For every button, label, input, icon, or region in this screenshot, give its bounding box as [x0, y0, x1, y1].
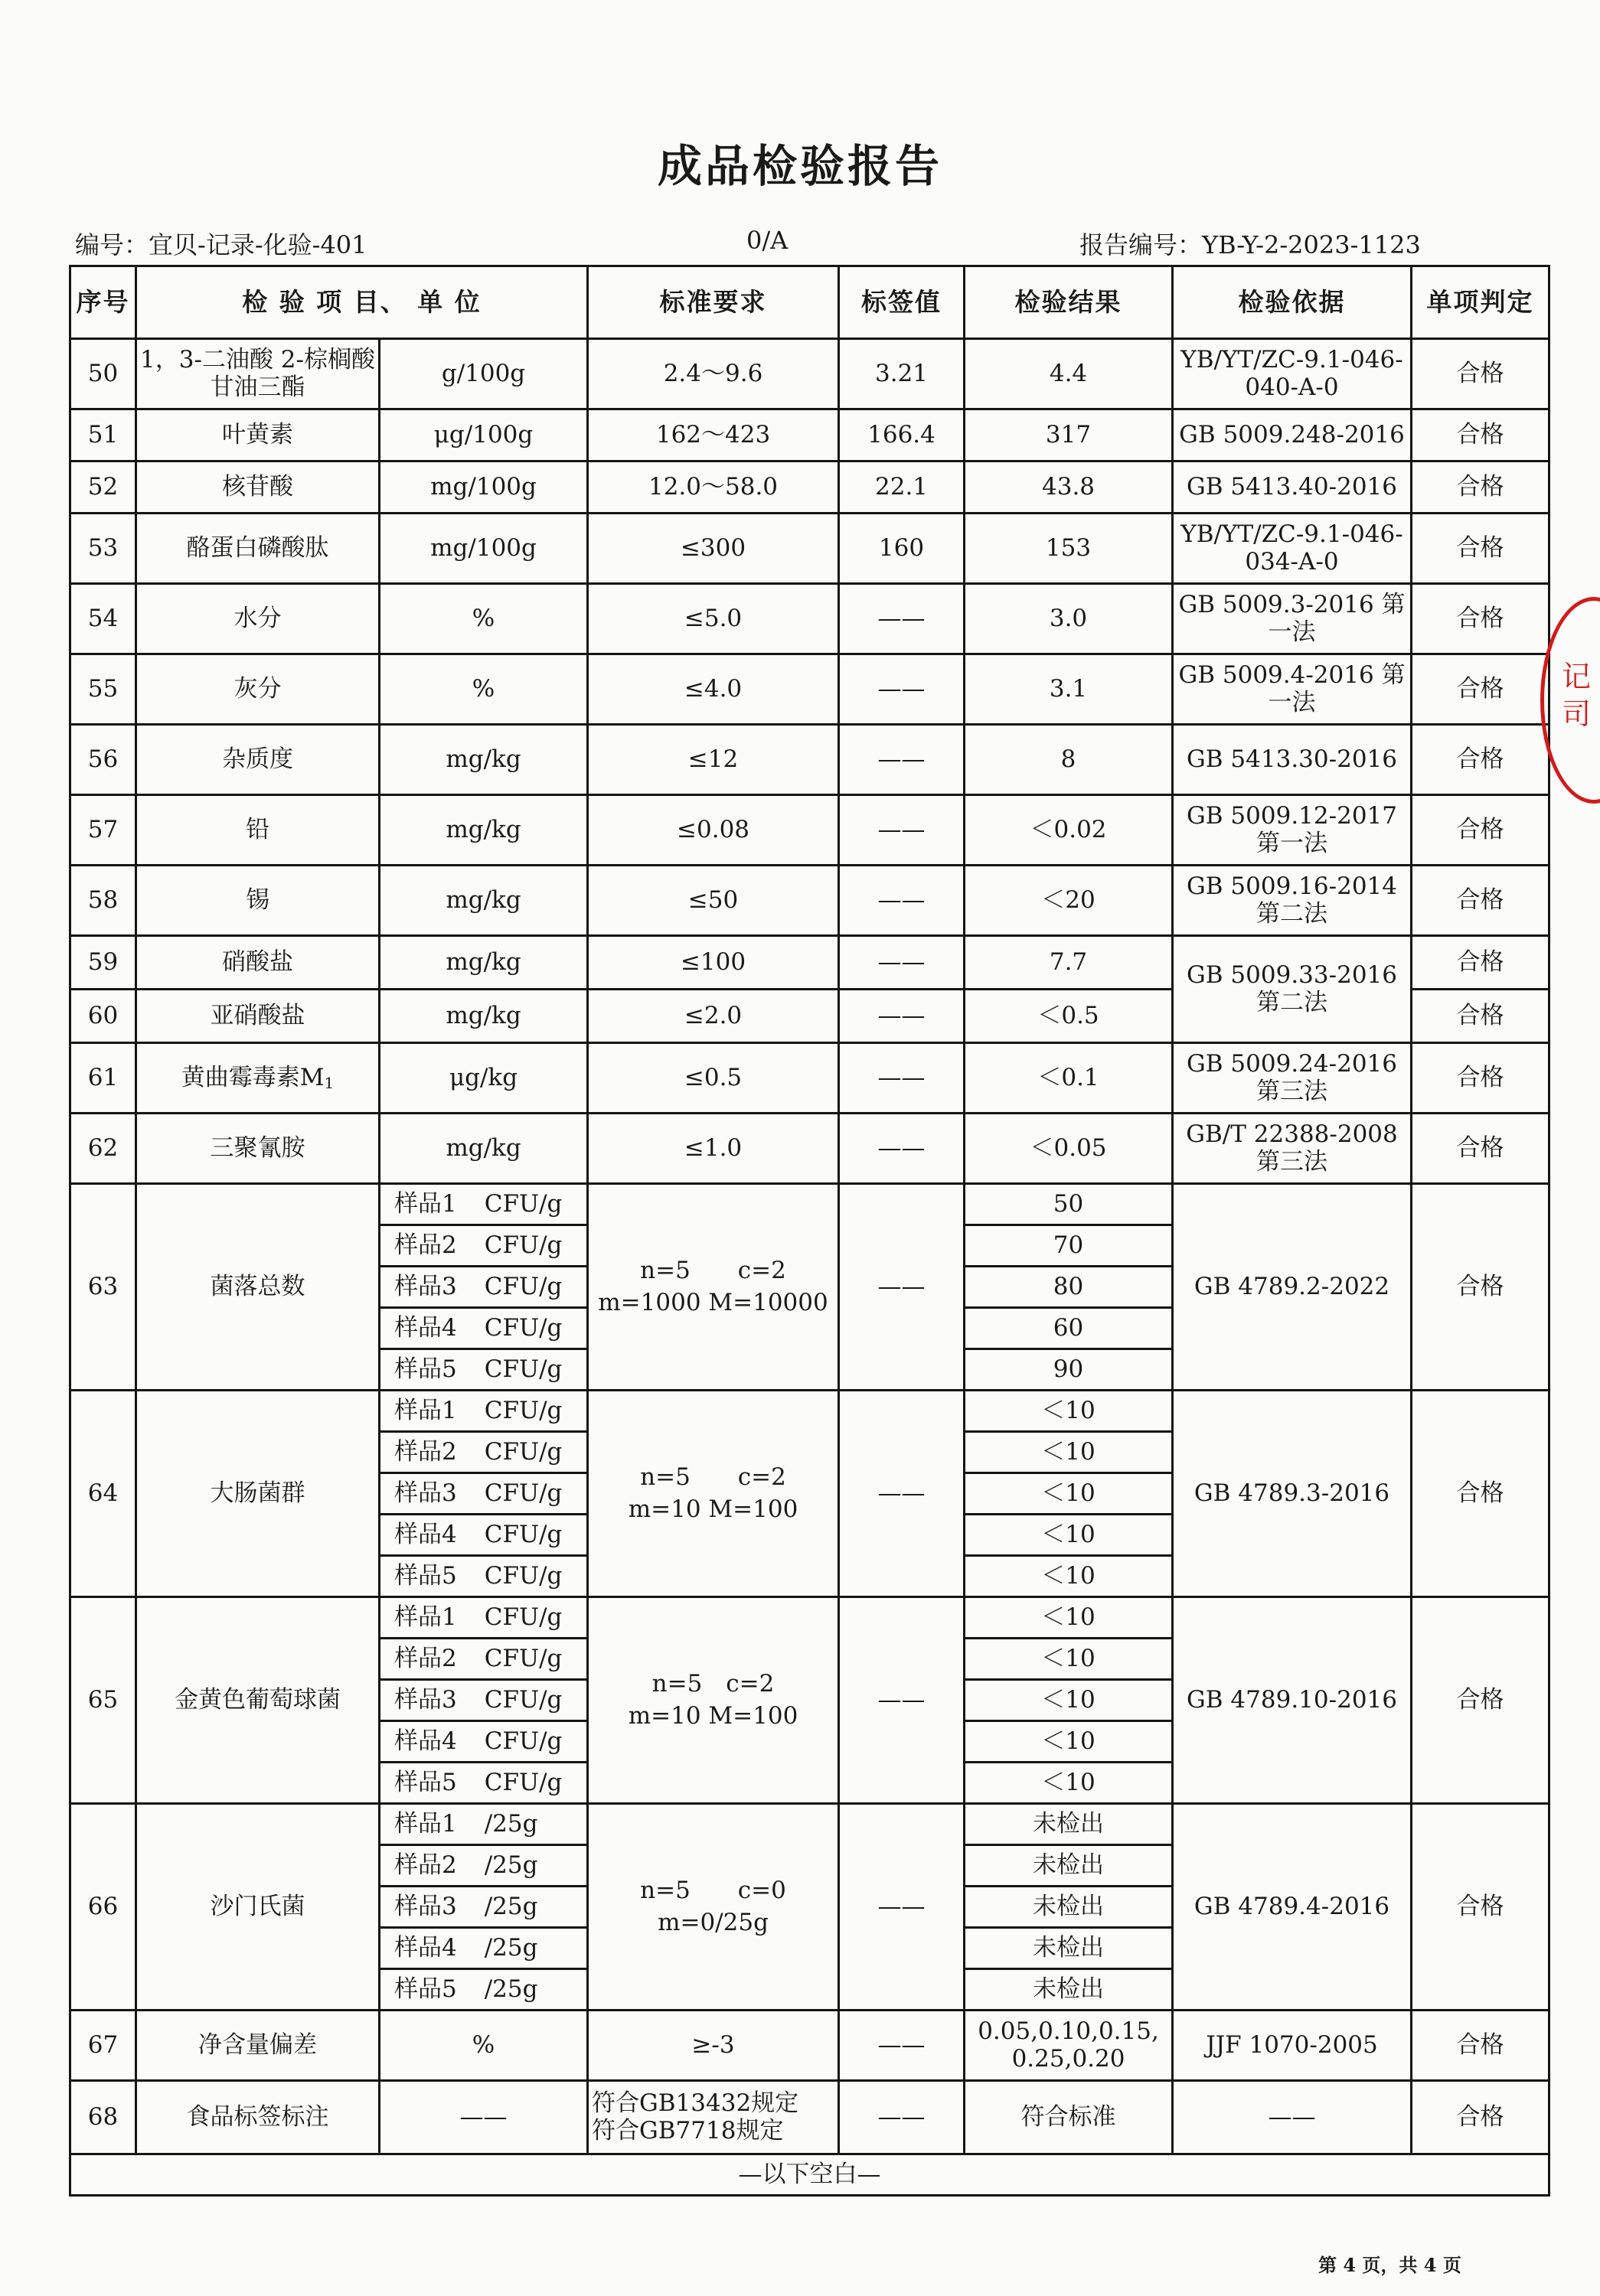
unit-cell: % — [380, 654, 588, 725]
seq-cell: 67 — [70, 2011, 136, 2081]
sample-unit-cell — [380, 1887, 588, 1928]
verdict-cell: 合格 — [1412, 2011, 1549, 2081]
table-row — [70, 1043, 1549, 1114]
result-cell: ＜0.5 — [965, 990, 1173, 1043]
col-basis: 检验依据 — [1173, 266, 1412, 339]
sample-name: 样品4 — [394, 1520, 457, 1548]
basis-cell: GB 5413.30-2016 — [1173, 725, 1412, 795]
sample-unit: CFU/g — [484, 1396, 563, 1424]
result-cell: 符合标准 — [965, 2081, 1173, 2154]
sample-result-cell: 80 — [965, 1267, 1173, 1308]
standard-cell: ≥-3 — [588, 2011, 839, 2081]
sample-unit-cell — [380, 1349, 588, 1391]
standard-cell: ≤0.5 — [588, 1043, 839, 1114]
sample-unit: /25g — [484, 1809, 538, 1838]
sample-unit: CFU/g — [484, 1231, 563, 1259]
standard-line-1: n=5 c=2 — [640, 1256, 786, 1284]
item-cell: 大肠菌群 — [136, 1391, 380, 1597]
item-cell: 菌落总数 — [136, 1184, 380, 1391]
sample-unit-cell — [380, 1639, 588, 1680]
basis-cell: GB 5009.16-2014 第二法 — [1173, 866, 1412, 936]
sample-result-cell: ＜10 — [965, 1597, 1173, 1639]
seq-cell: 52 — [70, 461, 136, 514]
item-cell: 锡 — [136, 866, 380, 936]
label-value-cell: —— — [839, 1391, 965, 1597]
sample-unit-cell — [380, 1432, 588, 1473]
sample-result-cell: 未检出 — [965, 1804, 1173, 1845]
item-cell: 三聚氰胺 — [136, 1114, 380, 1184]
standard-cell: ≤100 — [588, 936, 839, 990]
item-cell: 灰分 — [136, 654, 380, 725]
sample-name: 样品5 — [394, 1768, 457, 1796]
seq-cell: 64 — [70, 1391, 136, 1597]
verdict-cell: 合格 — [1412, 990, 1549, 1043]
sample-result-cell: ＜10 — [965, 1721, 1173, 1763]
seq-cell: 62 — [70, 1114, 136, 1184]
sample-result-cell: ＜10 — [965, 1556, 1173, 1597]
label-value-cell: 22.1 — [839, 461, 965, 514]
item-subscript: 1 — [324, 1073, 335, 1092]
label-value-cell: —— — [839, 1184, 965, 1391]
table-row — [70, 1114, 1549, 1184]
seq-cell: 68 — [70, 2081, 136, 2154]
result-cell: ＜0.05 — [965, 1114, 1173, 1184]
item-cell: 沙门氏菌 — [136, 1804, 380, 2011]
unit-cell: —— — [380, 2081, 588, 2154]
record-number: 编号：宜贝-记录-化验-401 — [75, 230, 367, 259]
label-value-cell: 160 — [839, 514, 965, 584]
standard-cell: ≤4.0 — [588, 654, 839, 725]
unit-cell: % — [380, 2011, 588, 2081]
standard-cell: ≤300 — [588, 514, 839, 584]
blank-note-row — [70, 2154, 1549, 2196]
sample-unit: CFU/g — [484, 1437, 563, 1466]
basis-cell: GB 4789.3-2016 — [1173, 1391, 1412, 1597]
sample-row — [70, 1391, 1549, 1432]
sample-name: 样品1 — [394, 1603, 457, 1631]
standard-cell: 12.0～58.0 — [588, 461, 839, 514]
result-cell: 3.0 — [965, 584, 1173, 654]
label-value-cell: —— — [839, 654, 965, 725]
sample-result-cell: ＜10 — [965, 1473, 1173, 1515]
sample-unit: /25g — [484, 1892, 538, 1920]
label-value-cell: —— — [839, 990, 965, 1043]
sample-unit-cell — [380, 1308, 588, 1349]
item-cell — [136, 1043, 380, 1114]
table-row — [70, 795, 1549, 866]
sample-name: 样品3 — [394, 1272, 457, 1300]
label-value-cell: 3.21 — [839, 339, 965, 409]
sample-unit-cell — [380, 1680, 588, 1721]
sample-unit-cell — [380, 1184, 588, 1225]
sample-unit: CFU/g — [484, 1561, 563, 1590]
item-text: 黄曲霉毒素M — [181, 1063, 325, 1091]
sample-result-cell: 90 — [965, 1349, 1173, 1391]
sample-row — [70, 1804, 1549, 1845]
item-cell: 食品标签标注 — [136, 2081, 380, 2154]
standard-cell: ≤2.0 — [588, 990, 839, 1043]
sample-name: 样品3 — [394, 1685, 457, 1714]
verdict-cell: 合格 — [1412, 1597, 1549, 1804]
verdict-cell: 合格 — [1412, 1184, 1549, 1391]
result-cell: ＜0.1 — [965, 1043, 1173, 1114]
basis-cell: GB 4789.2-2022 — [1173, 1184, 1412, 1391]
sample-unit-cell — [380, 1391, 588, 1432]
unit-cell: μg/100g — [380, 409, 588, 461]
standard-line-2: m=10 M=100 — [628, 1701, 798, 1730]
item-cell: 1，3-二油酸 2-棕榈酸甘油三酯 — [136, 339, 380, 409]
seq-cell: 63 — [70, 1184, 136, 1391]
sample-name: 样品2 — [394, 1231, 457, 1259]
result-cell: 43.8 — [965, 461, 1173, 514]
sample-result-cell: 未检出 — [965, 1887, 1173, 1928]
sample-unit-cell — [380, 1763, 588, 1804]
item-cell: 酪蛋白磷酸肽 — [136, 514, 380, 584]
item-cell: 金黄色葡萄球菌 — [136, 1597, 380, 1804]
standard-cell — [588, 1804, 839, 2011]
label-value-cell: 166.4 — [839, 409, 965, 461]
result-cell: 3.1 — [965, 654, 1173, 725]
sample-name: 样品2 — [394, 1644, 457, 1672]
seq-cell: 66 — [70, 1804, 136, 2011]
item-cell: 硝酸盐 — [136, 936, 380, 990]
unit-cell: mg/kg — [380, 936, 588, 990]
sample-result-cell: ＜10 — [965, 1680, 1173, 1721]
label-value-cell: —— — [839, 1043, 965, 1114]
stamp-text: 记 司 — [1562, 660, 1592, 732]
col-item-unit: 检 验 项 目、 单 位 — [136, 266, 588, 339]
unit-cell: mg/kg — [380, 795, 588, 866]
item-cell: 杂质度 — [136, 725, 380, 795]
verdict-cell: 合格 — [1412, 584, 1549, 654]
table-row — [70, 866, 1549, 936]
verdict-cell: 合格 — [1412, 2081, 1549, 2154]
table-row — [70, 654, 1549, 725]
sample-unit-cell — [380, 1928, 588, 1969]
unit-cell: % — [380, 584, 588, 654]
standard-cell — [588, 1184, 839, 1391]
sample-result-cell: ＜10 — [965, 1763, 1173, 1804]
verdict-cell: 合格 — [1412, 795, 1549, 866]
table-row — [70, 461, 1549, 514]
basis-cell: GB 5009.24-2016 第三法 — [1173, 1043, 1412, 1114]
sample-name: 样品4 — [394, 1313, 457, 1342]
standard-cell: ≤1.0 — [588, 1114, 839, 1184]
basis-cell: YB/YT/ZC-9.1-046-034-A-0 — [1173, 514, 1412, 584]
unit-cell: μg/kg — [380, 1043, 588, 1114]
standard-cell: ≤12 — [588, 725, 839, 795]
sample-name: 样品2 — [394, 1851, 457, 1879]
label-value-cell: —— — [839, 725, 965, 795]
col-verdict: 单项判定 — [1412, 266, 1549, 339]
col-seq: 序号 — [70, 266, 136, 339]
standard-cell: 2.4～9.6 — [588, 339, 839, 409]
sample-unit: CFU/g — [484, 1189, 563, 1218]
basis-cell: GB 5413.40-2016 — [1173, 461, 1412, 514]
standard-line-2: m=0/25g — [658, 1908, 769, 1936]
label-value-cell: —— — [839, 1597, 965, 1804]
sample-unit-cell — [380, 1721, 588, 1763]
label-value-cell: —— — [839, 1804, 965, 2011]
basis-cell: GB/T 22388-2008 第三法 — [1173, 1114, 1412, 1184]
standard-cell — [588, 1597, 839, 1804]
sample-unit: CFU/g — [484, 1727, 563, 1755]
label-value-cell: —— — [839, 936, 965, 990]
standard-line-2: 符合GB7718规定 — [592, 2116, 784, 2144]
sample-unit-cell — [380, 1473, 588, 1515]
blank-note: —以下空白— — [70, 2154, 1549, 2196]
label-value-cell: —— — [839, 1114, 965, 1184]
sample-unit: /25g — [484, 1975, 538, 2003]
seq-cell: 59 — [70, 936, 136, 990]
seq-cell: 58 — [70, 866, 136, 936]
sample-unit: CFU/g — [484, 1272, 563, 1300]
table-row — [70, 584, 1549, 654]
sample-unit: CFU/g — [484, 1313, 563, 1342]
basis-cell: GB 5009.12-2017 第一法 — [1173, 795, 1412, 866]
verdict-cell: 合格 — [1412, 1804, 1549, 2011]
report-title: 成品检验报告 — [657, 140, 942, 192]
sample-unit-cell — [380, 1515, 588, 1556]
seq-cell: 65 — [70, 1597, 136, 1804]
verdict-cell: 合格 — [1412, 514, 1549, 584]
sample-unit-cell — [380, 1225, 588, 1267]
sample-name: 样品1 — [394, 1809, 457, 1838]
col-label: 标签值 — [839, 266, 965, 339]
result-cell: ＜20 — [965, 866, 1173, 936]
sample-unit: CFU/g — [484, 1768, 563, 1796]
basis-cell: GB 5009.248-2016 — [1173, 409, 1412, 461]
unit-cell: mg/kg — [380, 725, 588, 795]
label-value-cell: —— — [839, 2011, 965, 2081]
sample-result-cell: 未检出 — [965, 1928, 1173, 1969]
table-row — [70, 514, 1549, 584]
verdict-cell: 合格 — [1412, 339, 1549, 409]
seq-cell: 61 — [70, 1043, 136, 1114]
sample-name: 样品1 — [394, 1189, 457, 1218]
unit-cell: mg/100g — [380, 514, 588, 584]
item-cell: 铅 — [136, 795, 380, 866]
basis-cell: GB 4789.4-2016 — [1173, 1804, 1412, 2011]
inspection-table — [69, 265, 1550, 2197]
sample-result-cell: ＜10 — [965, 1391, 1173, 1432]
seq-cell: 54 — [70, 584, 136, 654]
verdict-cell: 合格 — [1412, 936, 1549, 990]
standard-cell: ≤0.08 — [588, 795, 839, 866]
report-number: 报告编号：YB-Y-2-2023-1123 — [1079, 230, 1421, 259]
sample-result-cell: ＜10 — [965, 1639, 1173, 1680]
verdict-cell: 合格 — [1412, 866, 1549, 936]
col-result: 检验结果 — [965, 266, 1173, 339]
page-footer: 第 4 页，共 4 页 — [1318, 2254, 1461, 2276]
standard-line-2: m=10 M=100 — [628, 1495, 798, 1523]
sample-name: 样品4 — [394, 1933, 457, 1962]
label-value-cell: —— — [839, 866, 965, 936]
label-value-cell: —— — [839, 584, 965, 654]
result-cell: 7.7 — [965, 936, 1173, 990]
sample-row — [70, 1184, 1549, 1225]
table-row — [70, 409, 1549, 461]
sample-unit-cell — [380, 1556, 588, 1597]
sample-name: 样品5 — [394, 1355, 457, 1383]
seq-cell: 50 — [70, 339, 136, 409]
sample-unit: CFU/g — [484, 1355, 563, 1383]
sample-result-cell: ＜10 — [965, 1432, 1173, 1473]
version: 0/A — [746, 226, 789, 255]
standard-line-2: m=1000 M=10000 — [598, 1288, 828, 1316]
sample-result-cell: 70 — [965, 1225, 1173, 1267]
verdict-cell: 合格 — [1412, 409, 1549, 461]
unit-cell: g/100g — [380, 339, 588, 409]
basis-cell: YB/YT/ZC-9.1-046-040-A-0 — [1173, 339, 1412, 409]
table-row — [70, 339, 1549, 409]
sample-name: 样品1 — [394, 1396, 457, 1424]
unit-cell: mg/kg — [380, 1114, 588, 1184]
seq-cell: 55 — [70, 654, 136, 725]
table-header-row — [70, 266, 1549, 339]
sample-unit: CFU/g — [484, 1479, 563, 1507]
result-cell: 153 — [965, 514, 1173, 584]
sample-result-cell: 未检出 — [965, 1845, 1173, 1887]
table-row — [70, 2011, 1549, 2081]
col-standard: 标准要求 — [588, 266, 839, 339]
table-row — [70, 936, 1549, 990]
sample-name: 样品2 — [394, 1437, 457, 1466]
verdict-cell: 合格 — [1412, 725, 1549, 795]
item-cell: 水分 — [136, 584, 380, 654]
result-cell: ＜0.02 — [965, 795, 1173, 866]
basis-cell: GB 5009.4-2016 第一法 — [1173, 654, 1412, 725]
result-cell: 4.4 — [965, 339, 1173, 409]
sample-result-cell: 60 — [965, 1308, 1173, 1349]
sample-row — [70, 1597, 1549, 1639]
sample-unit-cell — [380, 1267, 588, 1308]
unit-cell: mg/100g — [380, 461, 588, 514]
sample-name: 样品3 — [394, 1479, 457, 1507]
sample-unit-cell — [380, 1969, 588, 2011]
verdict-cell: 合格 — [1412, 1114, 1549, 1184]
sample-name: 样品4 — [394, 1727, 457, 1755]
standard-line-1: 符合GB13432规定 — [592, 2089, 799, 2117]
table-row — [70, 725, 1549, 795]
result-cell: 8 — [965, 725, 1173, 795]
result-cell: 0.05,0.10,0.15, 0.25,0.20 — [965, 2011, 1173, 2081]
standard-line-1: n=5 c=2 — [640, 1463, 786, 1491]
unit-cell: mg/kg — [380, 866, 588, 936]
standard-cell: ≤50 — [588, 866, 839, 936]
sample-name: 样品3 — [394, 1892, 457, 1920]
verdict-cell: 合格 — [1412, 1391, 1549, 1597]
sample-unit-cell — [380, 1597, 588, 1639]
sample-unit-cell — [380, 1845, 588, 1887]
label-value-cell: —— — [839, 2081, 965, 2154]
sample-unit: CFU/g — [484, 1603, 563, 1631]
basis-cell: GB 5009.33-2016 第二法 — [1173, 936, 1412, 1043]
verdict-cell: 合格 — [1412, 1043, 1549, 1114]
result-cell: 317 — [965, 409, 1173, 461]
standard-line-1: n=5 c=2 — [651, 1669, 775, 1698]
basis-cell: —— — [1173, 2081, 1412, 2154]
sample-name: 样品5 — [394, 1975, 457, 2003]
label-value-cell: —— — [839, 795, 965, 866]
sample-result-cell: ＜10 — [965, 1515, 1173, 1556]
item-cell: 亚硝酸盐 — [136, 990, 380, 1043]
standard-cell — [588, 2081, 839, 2154]
verdict-cell: 合格 — [1412, 654, 1549, 725]
item-cell: 净含量偏差 — [136, 2011, 380, 2081]
sample-unit: CFU/g — [484, 1520, 563, 1548]
item-cell: 核苷酸 — [136, 461, 380, 514]
seq-cell: 53 — [70, 514, 136, 584]
sample-name: 样品5 — [394, 1561, 457, 1590]
seq-cell: 56 — [70, 725, 136, 795]
sample-unit-cell — [380, 1804, 588, 1845]
item-cell: 叶黄素 — [136, 409, 380, 461]
sample-result-cell: 50 — [965, 1184, 1173, 1225]
standard-line-1: n=5 c=0 — [640, 1876, 786, 1904]
sample-unit: /25g — [484, 1933, 538, 1962]
basis-cell: JJF 1070-2005 — [1173, 2011, 1412, 2081]
standard-cell: 162～423 — [588, 409, 839, 461]
sample-unit: CFU/g — [484, 1644, 563, 1672]
table-row — [70, 2081, 1549, 2154]
standard-cell: ≤5.0 — [588, 584, 839, 654]
unit-cell: mg/kg — [380, 990, 588, 1043]
seq-cell: 60 — [70, 990, 136, 1043]
seq-cell: 51 — [70, 409, 136, 461]
basis-cell: GB 5009.3-2016 第一法 — [1173, 584, 1412, 654]
verdict-cell: 合格 — [1412, 461, 1549, 514]
sample-result-cell: 未检出 — [965, 1969, 1173, 2011]
standard-cell — [588, 1391, 839, 1597]
sample-unit: /25g — [484, 1851, 538, 1879]
basis-cell: GB 4789.10-2016 — [1173, 1597, 1412, 1804]
sample-unit: CFU/g — [484, 1685, 563, 1714]
seq-cell: 57 — [70, 795, 136, 866]
